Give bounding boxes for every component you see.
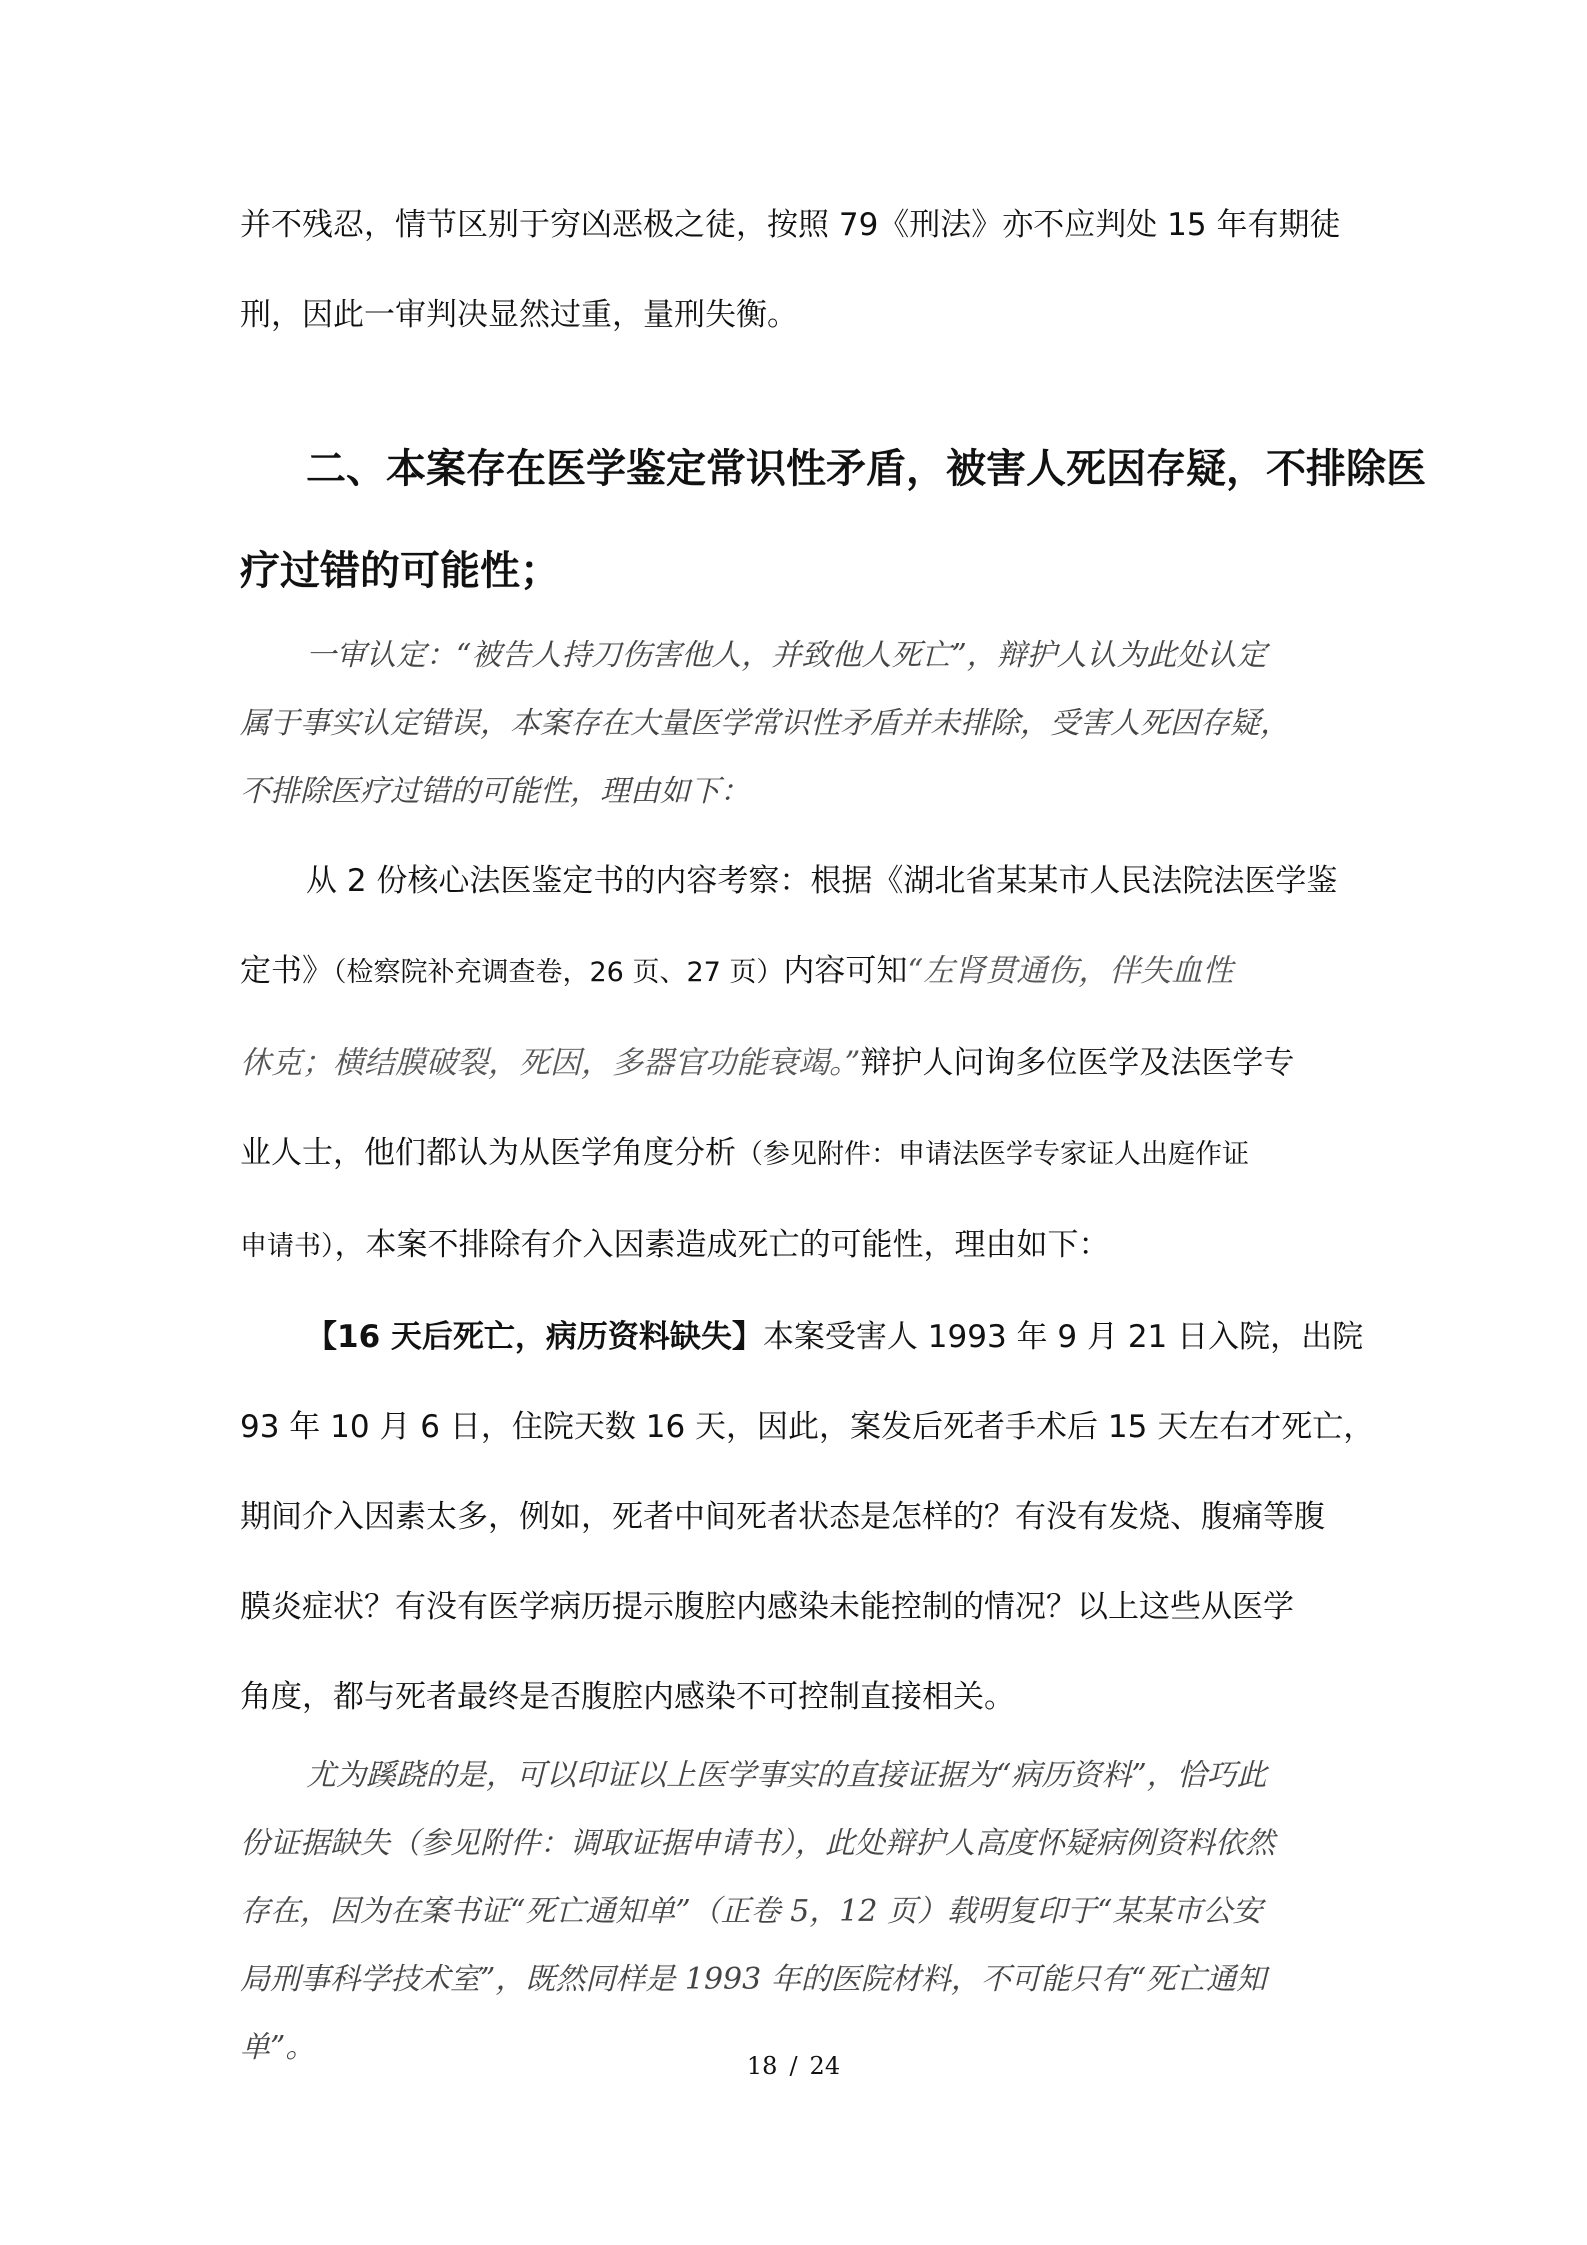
text-line: 膜炎症状？有没有医学病历提示腹腔内感染未能控制的情况？以上这些从医学: [240, 1589, 1294, 1625]
page-number: [0, 2052, 1587, 2080]
text-line: 角度，都与死者最终是否腹腔内感染不可控制直接相关。: [240, 1679, 1015, 1715]
text-line: [240, 1292, 1364, 1382]
text-line: 存在，因为在案书证“死亡通知单”（正卷 5，12 页）载明复印于“某某市公安: [240, 1894, 1263, 1929]
paragraph-16-days: [240, 1292, 1375, 1742]
page-total: 24: [809, 2052, 841, 2080]
reference-note: 申请书）: [240, 1231, 335, 1262]
paragraph-sentencing: [240, 180, 1350, 360]
text-line: 尤为蹊跷的是，可以印证以上医学事实的直接证据为“病历资料”，恰巧此: [306, 1758, 1267, 1793]
text-line: 局刑事科学技术室”，既然同样是 1993 年的医院材料，不可能只有“死亡通知: [240, 1962, 1267, 1997]
quoted-finding: 休克；横结膜破裂，死因，多器官功能衰竭。”: [240, 1045, 861, 1081]
text-line: 单”。: [240, 2030, 316, 2065]
text-line: 一审认定：“被告人持刀伤害他人，并致他人死亡”，辩护人认为此处认定: [306, 638, 1267, 673]
paragraph-first-instance-finding: [240, 622, 1350, 826]
text-line: 并不残忍，情节区别于穷凶恶极之徒，按照 79《刑法》亦不应判处 15 年有期徒: [240, 207, 1341, 243]
text-line: [240, 1200, 1350, 1292]
text-line: 不排除医疗过错的可能性，理由如下：: [240, 774, 750, 809]
paragraph-forensic-report: [240, 836, 1350, 1292]
text-run: 定书》: [240, 953, 333, 989]
text-run: 辩护人问询多位医学及法医学专: [860, 1045, 1295, 1081]
page-content: [240, 180, 1426, 2082]
text-run: 业人士，他们都认为从医学角度分析: [240, 1135, 736, 1171]
reference-note: （参见附件：申请法医学专家证人出庭作证: [736, 1139, 1249, 1170]
text-line: 属于事实认定错误，本案存在大量医学常识性矛盾并未排除，受害人死因存疑，: [240, 706, 1290, 741]
section-heading-2: [240, 418, 1426, 622]
page-separator: /: [789, 2052, 798, 2080]
reference-note: （检察院补充调查卷，26 页、27 页）: [333, 957, 784, 988]
quoted-finding: “左肾贯通伤，伴失血性: [907, 953, 1234, 989]
text-line: 份证据缺失（参见附件：调取证据申请书），此处辩护人高度怀疑病例资料依然: [240, 1826, 1275, 1861]
text-line: 期间介入因素太多，例如，死者中间死者状态是怎样的？有没有发烧、腹痛等腹: [240, 1499, 1325, 1535]
text-line: 从 2 份核心法医鉴定书的内容考察：根据《湖北省某某市人民法院法医学鉴: [306, 863, 1338, 899]
text-line: [240, 1108, 1350, 1200]
page-current: 18: [746, 2052, 778, 2080]
text-run: 本案受害人 1993 年 9 月 21 日入院，出院: [762, 1319, 1364, 1355]
heading-line: 疗过错的可能性；: [240, 548, 560, 594]
text-line: [240, 926, 1350, 1018]
text-line: 刑，因此一审判决显然过重，量刑失衡。: [240, 297, 798, 333]
text-run: 内容可知: [783, 953, 908, 989]
heading-line: 二、本案存在医学鉴定常识性矛盾，被害人死因存疑，不排除医: [306, 446, 1426, 492]
text-line: [240, 1018, 1350, 1108]
paragraph-missing-records: [240, 1742, 1350, 2082]
text-run: ，本案不排除有介入因素造成死亡的可能性，理由如下：: [334, 1227, 1110, 1263]
text-line: 93 年 10 月 6 日，住院天数 16 天，因此，案发后死者手术后 15 天左右才死亡，: [240, 1409, 1375, 1445]
bold-lead: 【16 天后死亡，病历资料缺失】: [306, 1319, 763, 1355]
